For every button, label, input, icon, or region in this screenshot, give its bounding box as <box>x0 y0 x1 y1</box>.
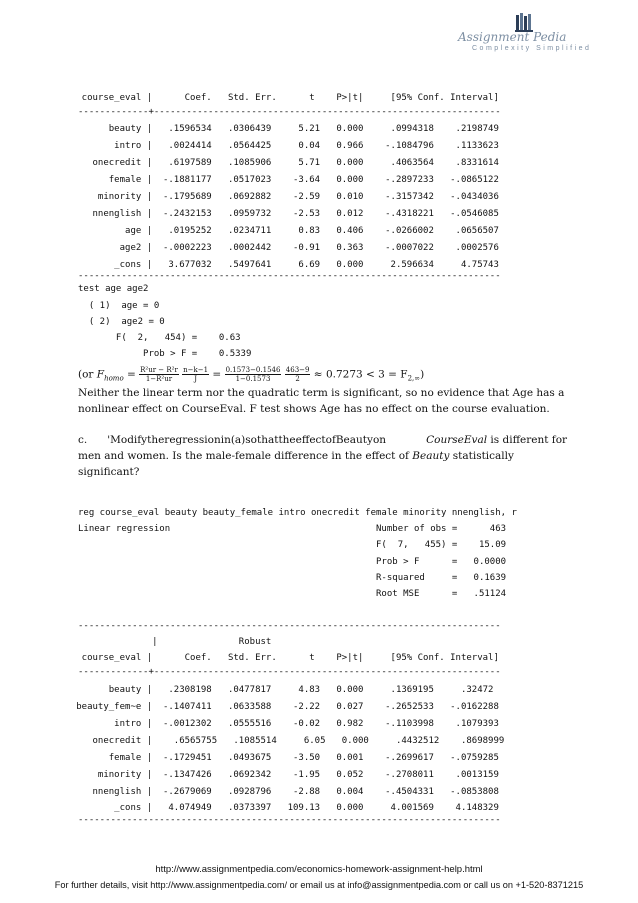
regression-command: reg course_eval beauty beauty_female intro onecredit female minority nnenglish, r <box>78 508 517 518</box>
header-line: Root MSE = .51124 <box>78 589 507 599</box>
table-row: _cons | 4.074949 .0373397 109.13 0.000 4.001569 4.148329 <box>60 803 499 813</box>
table-row: female | -.1729451 .0493675 -3.50 0.001 -.2699617 -.0759285 <box>60 753 499 763</box>
table-row: nnenglish | -.2679069 .0928796 -2.88 0.004 -.4504331 -.0853808 <box>60 787 499 797</box>
question-c: c. 'Modifytheregressionin(a)sothattheeffectofBeautyon CourseEval is different for men and women. Is the male-female difference in the effect of Beauty statistically significant? <box>78 434 568 478</box>
fraction: $\frac{\text{R²ur − R²r}}{\text{1−R²ur}}$ <box>140 366 178 383</box>
test-line: test age age2 <box>78 284 149 294</box>
table-row: intro | .0024414 .0564425 0.04 0.966 -.1084796 .1133623 <box>60 141 499 151</box>
table-row: | Robust <box>60 637 272 647</box>
table-row: minority | -.1347426 .0692342 -1.95 0.052 -.2708011 .0013159 <box>60 770 499 780</box>
table-row: beauty | .1596534 .0306439 5.21 0.000 .0994318 .2198749 <box>60 124 499 134</box>
table-row: intro | -.0012302 .0555516 -0.02 0.982 -.1103998 .1079393 <box>60 719 499 729</box>
header-line: F( 7, 455) = 15.09 <box>78 540 507 550</box>
footer-url[interactable]: http://www.assignmentpedia.com/economics-homework-assignment-help.html <box>155 864 483 875</box>
table-row: -------------+---------------------------------------------------------------- <box>78 667 501 677</box>
table-row: course_eval | Coef. Std. Err. t P>|t| [95% Conf. Interval] <box>60 93 499 103</box>
table-row: minority | -.1795689 .0692882 -2.59 0.010 -.3157342 -.0434036 <box>60 192 499 202</box>
table-row: onecredit | .6565755 .1085514 6.05 0.000 .4432512 .8698999 <box>60 736 505 746</box>
table-row: onecredit | .6197589 .1085906 5.71 0.000 .4063564 .8331614 <box>60 158 499 168</box>
test-line: F( 2, 454) = 0.63 <box>78 333 241 343</box>
header-line: Linear regression Number of obs = 463 <box>78 524 507 534</box>
table-row: age2 | -.0002223 .0002442 -0.91 0.363 -.0007022 .0002576 <box>60 243 499 253</box>
test-line: ( 1) age = 0 <box>78 301 160 311</box>
fraction: $\frac{n-k-1}{J}$ <box>183 366 209 383</box>
table-row: beauty | .2308198 .0477817 4.83 0.000 .1369195 .32472 <box>60 685 494 695</box>
assignmentpedia-logo <box>458 12 598 54</box>
table-row: age | .0195252 .0234711 0.83 0.406 -.0266002 .0656507 <box>60 226 499 236</box>
table-row: _cons | 3.677032 .5497641 6.69 0.000 2.596634 4.75743 <box>60 260 499 270</box>
table-row: ------------------------------------------------------------------------------ <box>78 271 501 281</box>
header-line: Prob > F = 0.0000 <box>78 557 507 567</box>
table-row: beauty_fem~e | -.1407411 .0633588 -2.22 0.027 -.2652533 -.0162288 <box>60 702 499 712</box>
table-row: nnenglish | -.2432153 .0959732 -2.53 0.012 -.4318221 -.0546085 <box>60 209 499 219</box>
logo-title: Assignment Pedia <box>458 30 567 44</box>
f-statistic-formula: (or $F_{homo}$ = $\frac{\text{R²ur − R²r}}{\text{1−R²ur}}$ $\frac{n-k-1}{J}$ = $\frac{0.1573-0.1546}{1-0.1573}$ $\frac{463-9}{2}$ ≈ $0.7273 < 3 = F_{2,\infty}$) <box>78 366 425 383</box>
table-row: ------------------------------------------------------------------------------ <box>78 621 501 631</box>
header-line: R-squared = 0.1639 <box>78 573 507 583</box>
table-row: female | -.1881177 .0517023 -3.64 0.000 -.2897233 -.0865122 <box>60 175 499 185</box>
conclusion-paragraph: Neither the linear term nor the quadratic term is significant, so no evidence that Age has a nonlinear effect on CourseEval. F test shows Age has no effect on the course evaluation. <box>78 387 565 415</box>
fraction: $\frac{463-9}{2}$ <box>285 366 310 383</box>
test-line: ( 2) age2 = 0 <box>78 317 165 327</box>
table-row: -------------+---------------------------------------------------------------- <box>78 107 501 117</box>
test-line: Prob > F = 0.5339 <box>78 349 252 359</box>
table-row: course_eval | Coef. Std. Err. t P>|t| [95% Conf. Interval] <box>60 653 499 663</box>
table-row: ------------------------------------------------------------------------------ <box>78 815 501 825</box>
footer-contact: For further details, visit http://www.assignmentpedia.com/ or email us at info@assignmentpedia.com or call us on +1-520-8371215 <box>54 880 584 890</box>
fraction: $\frac{0.1573-0.1546}{1-0.1573}$ <box>225 366 281 383</box>
logo-tagline: Complexity Simplified <box>472 45 592 52</box>
